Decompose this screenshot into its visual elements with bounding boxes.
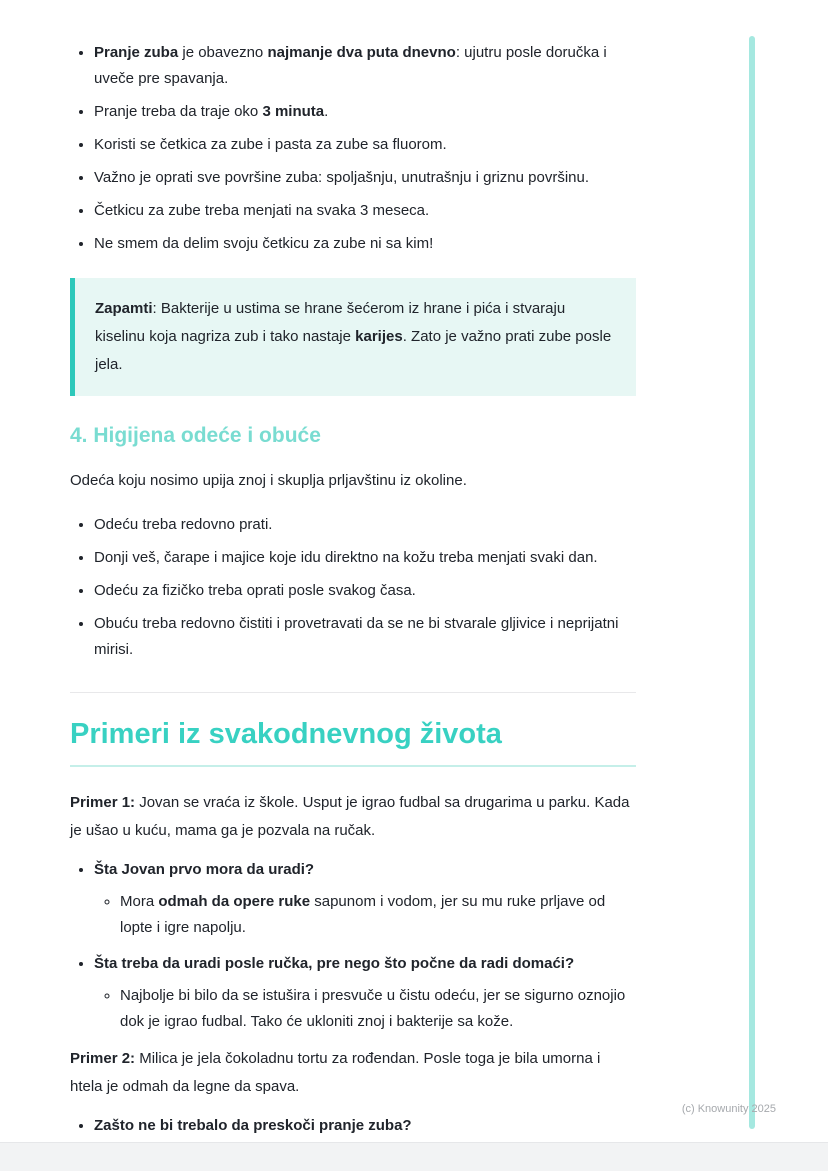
question-text: Zašto ne bi trebalo da preskoči pranje zuba? [94,1117,412,1134]
text-segment: Mora [120,893,159,910]
example-1-questions-list [70,857,636,1045]
text-segment: : ujutru posle doručka i uveče pre spavanja. [94,44,607,87]
text-segment: . Zato je važno prati zube posle jela. [95,328,612,373]
callout-note [70,278,636,396]
text-segment: Važno je oprati sve površine zuba: spoljašnju, unutrašnju i griznu površinu. [94,169,589,186]
list-item [94,545,636,571]
text-segment: Pranje treba da traje oko [94,103,263,120]
list-item [94,951,636,1035]
example-2-paragraph [70,1045,636,1101]
examples-title: Primeri iz svakodnevnog života [70,715,636,767]
list-item [94,165,636,191]
list-item [94,857,636,941]
text-segment: Zapamti [95,300,153,317]
text-segment: : Bakterije u ustima se hrane šećerom iz hrane i pića i stvaraju kiselinu koja nagriza zub i tako nastaje [95,300,566,345]
teeth-hygiene-list [70,40,636,264]
list-item [94,512,636,538]
question-text: Šta Jovan prvo mora da uradi? [94,861,315,878]
list-item [94,231,636,257]
example-1-paragraph [70,789,636,845]
text-segment: Obuću treba redovno čistiti i provetravati da se ne bi stvarale gljivice i neprijatni mirisi. [94,615,619,658]
text-segment: 3 minuta [262,103,325,120]
scroll-indicator[interactable] [749,36,755,1129]
list-item [94,99,636,125]
text-segment: Pranje zuba [94,44,179,61]
text-segment: Jovan se vraća iz škole. Usput je igrao fudbal sa drugarima u parku. Kada je ušao u kuću, mama ga je pozvala na ručak. [70,794,630,839]
text-segment: Primer 2: [70,1050,136,1067]
list-item [94,578,636,604]
question-text: Šta treba da uradi posle ručka, pre nego što počne da radi domaći? [94,955,575,972]
page-bottom-edge [0,1142,828,1171]
text-segment: Ne smem da delim svoju četkicu za zube ni sa kim! [94,235,434,252]
document-content [70,40,636,1146]
text-segment: Donji veš, čarape i majice koje idu direktno na kožu treba menjati svaki dan. [94,549,598,566]
text-segment: Milica je jela čokoladnu tortu za rođendan. Posle toga je bila umorna i htela je odmah da legne da spava. [70,1050,601,1095]
text-segment: Odeću treba redovno prati. [94,516,273,533]
section-intro-text: Odeća koju nosimo upija znoj i skuplja prljavštinu iz okoline. [70,472,467,489]
list-item [94,611,636,663]
text-segment: karijes [355,328,403,345]
section-heading-clothes-hygiene: 4. Higijena odeće i obuće [70,424,321,447]
list-item [94,198,636,224]
list-item [94,1113,636,1139]
text-segment: . [324,103,329,120]
answer-sublist [94,983,636,1035]
text-segment: je obavezno [178,44,268,61]
text-segment: Odeću za fizičko treba oprati posle svakog časa. [94,582,416,599]
list-item [120,889,636,941]
list-item [120,983,636,1035]
list-item [94,40,636,92]
text-segment: Koristi se četkica za zube i pasta za zube sa fluorom. [94,136,447,153]
text-segment: sapunom i vodom, jer su mu ruke prljave od lopte i igre napolju. [120,893,606,936]
section-divider [70,692,636,693]
text-segment: odmah da opere ruke [158,893,311,910]
text-segment: najmanje dva puta dnevno [267,44,456,61]
copyright-watermark: (c) Knowunity 2025 [681,1103,776,1115]
text-segment: Primer 1: [70,794,136,811]
list-item [94,132,636,158]
callout-text [95,295,616,379]
answer-sublist [94,889,636,941]
text-segment: Najbolje bi bilo da se istušira i presvuče u čistu odeću, jer se sigurno oznojio dok je igrao fudbal. Tako će ukloniti znoj i bakterije sa kože. [120,987,626,1030]
clothes-hygiene-list [70,512,636,670]
text-segment: Četkicu za zube treba menjati na svaka 3 meseca. [94,202,430,219]
